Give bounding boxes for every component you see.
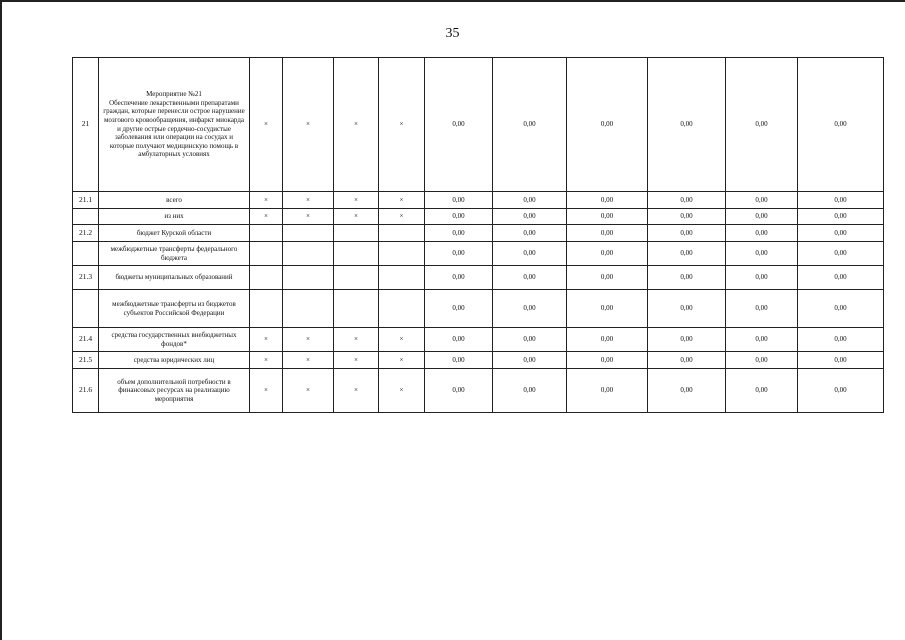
value-cell: 0,00 [726, 266, 798, 290]
mark-cell: × [250, 328, 283, 352]
mark-cell [379, 225, 425, 242]
value-cell: 0,00 [726, 328, 798, 352]
mark-cell: × [379, 328, 425, 352]
mark-cell [283, 290, 334, 328]
value-cell: 0,00 [648, 209, 726, 225]
mark-cell: × [283, 58, 334, 192]
mark-cell: × [334, 352, 379, 369]
value-cell: 0,00 [798, 290, 884, 328]
mark-cell: × [250, 192, 283, 209]
value-cell: 0,00 [726, 192, 798, 209]
value-cell: 0,00 [493, 209, 567, 225]
table-row [73, 352, 884, 369]
mark-cell: × [379, 58, 425, 192]
mark-cell: × [283, 352, 334, 369]
mark-cell [334, 225, 379, 242]
mark-cell [379, 290, 425, 328]
row-description: средства юридических лиц [99, 352, 250, 369]
table-body [73, 58, 884, 413]
table-row [73, 225, 884, 242]
value-cell: 0,00 [726, 242, 798, 266]
table-row [73, 266, 884, 290]
value-cell: 0,00 [425, 352, 493, 369]
row-description: бюджет Курской области [99, 225, 250, 242]
mark-cell [283, 266, 334, 290]
funding-table [72, 57, 884, 413]
mark-cell [379, 266, 425, 290]
value-cell: 0,00 [726, 352, 798, 369]
value-cell: 0,00 [798, 352, 884, 369]
value-cell: 0,00 [567, 290, 648, 328]
value-cell: 0,00 [567, 225, 648, 242]
value-cell: 0,00 [798, 328, 884, 352]
mark-cell: × [379, 192, 425, 209]
value-cell: 0,00 [567, 352, 648, 369]
value-cell: 0,00 [425, 58, 493, 192]
mark-cell: × [334, 328, 379, 352]
value-cell: 0,00 [798, 225, 884, 242]
mark-cell [250, 242, 283, 266]
value-cell: 0,00 [798, 58, 884, 192]
mark-cell: × [379, 352, 425, 369]
table-row [73, 369, 884, 413]
value-cell: 0,00 [493, 58, 567, 192]
row-description: бюджеты муниципальных образований [99, 266, 250, 290]
mark-cell: × [334, 58, 379, 192]
value-cell: 0,00 [567, 192, 648, 209]
value-cell: 0,00 [648, 192, 726, 209]
value-cell: 0,00 [493, 369, 567, 413]
value-cell: 0,00 [648, 328, 726, 352]
value-cell: 0,00 [567, 328, 648, 352]
value-cell: 0,00 [798, 242, 884, 266]
value-cell: 0,00 [726, 225, 798, 242]
value-cell: 0,00 [567, 369, 648, 413]
row-description: Мероприятие №21 Обеспечение лекарственными препаратами граждан, которые перенесли острое нарушение мозгового кровообращения, инфаркт миокарда и другие острые сердечно-сосудистые заболевания или операции на сосудах и которые получают медицинскую помощь в амбулаторных условиях [99, 58, 250, 192]
value-cell: 0,00 [648, 290, 726, 328]
row-description: межбюджетные трансферты федерального бюджета [99, 242, 250, 266]
value-cell: 0,00 [798, 369, 884, 413]
value-cell: 0,00 [567, 242, 648, 266]
value-cell: 0,00 [726, 209, 798, 225]
mark-cell [334, 242, 379, 266]
value-cell: 0,00 [493, 225, 567, 242]
mark-cell: × [250, 209, 283, 225]
mark-cell [334, 290, 379, 328]
mark-cell [334, 266, 379, 290]
row-code: 21.1 [73, 192, 99, 209]
row-code: 21.4 [73, 328, 99, 352]
value-cell: 0,00 [567, 266, 648, 290]
value-cell: 0,00 [726, 58, 798, 192]
value-cell: 0,00 [798, 192, 884, 209]
value-cell: 0,00 [425, 328, 493, 352]
mark-cell [250, 290, 283, 328]
mark-cell: × [250, 352, 283, 369]
table-row [73, 328, 884, 352]
mark-cell: × [379, 369, 425, 413]
value-cell: 0,00 [425, 369, 493, 413]
row-code [73, 242, 99, 266]
value-cell: 0,00 [425, 209, 493, 225]
value-cell: 0,00 [726, 290, 798, 328]
value-cell: 0,00 [648, 242, 726, 266]
row-code: 21.3 [73, 266, 99, 290]
row-description: из них [99, 209, 250, 225]
mark-cell: × [283, 369, 334, 413]
table-row [73, 242, 884, 266]
value-cell: 0,00 [798, 266, 884, 290]
value-cell: 0,00 [493, 328, 567, 352]
row-code: 21.5 [73, 352, 99, 369]
mark-cell: × [250, 58, 283, 192]
value-cell: 0,00 [648, 225, 726, 242]
mark-cell: × [250, 369, 283, 413]
value-cell: 0,00 [567, 209, 648, 225]
row-code: 21.6 [73, 369, 99, 413]
value-cell: 0,00 [425, 290, 493, 328]
table-row [73, 290, 884, 328]
row-code: 21.2 [73, 225, 99, 242]
value-cell: 0,00 [798, 209, 884, 225]
value-cell: 0,00 [648, 58, 726, 192]
mark-cell [283, 242, 334, 266]
value-cell: 0,00 [648, 369, 726, 413]
value-cell: 0,00 [648, 352, 726, 369]
row-code [73, 290, 99, 328]
row-code [73, 209, 99, 225]
mark-cell: × [334, 369, 379, 413]
page-border-top [0, 0, 905, 2]
mark-cell: × [283, 209, 334, 225]
mark-cell: × [334, 192, 379, 209]
mark-cell [283, 225, 334, 242]
value-cell: 0,00 [425, 266, 493, 290]
value-cell: 0,00 [425, 192, 493, 209]
mark-cell [250, 225, 283, 242]
page-border-left [0, 0, 2, 640]
table-row [73, 192, 884, 209]
row-description: объем дополнительной потребности в финансовых ресурсах на реализацию мероприятия [99, 369, 250, 413]
mark-cell: × [283, 192, 334, 209]
value-cell: 0,00 [425, 242, 493, 266]
table-row [73, 209, 884, 225]
mark-cell: × [283, 328, 334, 352]
mark-cell: × [334, 209, 379, 225]
mark-cell: × [379, 209, 425, 225]
value-cell: 0,00 [726, 369, 798, 413]
table-row [73, 58, 884, 192]
row-code: 21 [73, 58, 99, 192]
value-cell: 0,00 [493, 352, 567, 369]
mark-cell [250, 266, 283, 290]
value-cell: 0,00 [493, 290, 567, 328]
value-cell: 0,00 [425, 225, 493, 242]
value-cell: 0,00 [493, 266, 567, 290]
row-description: всего [99, 192, 250, 209]
page-number: 35 [445, 26, 460, 41]
row-description: межбюджетные трансферты из бюджетов субъектов Российской Федерации [99, 290, 250, 328]
value-cell: 0,00 [493, 192, 567, 209]
value-cell: 0,00 [648, 266, 726, 290]
mark-cell [379, 242, 425, 266]
value-cell: 0,00 [567, 58, 648, 192]
value-cell: 0,00 [493, 242, 567, 266]
row-description: средства государственных внебюджетных фондов* [99, 328, 250, 352]
